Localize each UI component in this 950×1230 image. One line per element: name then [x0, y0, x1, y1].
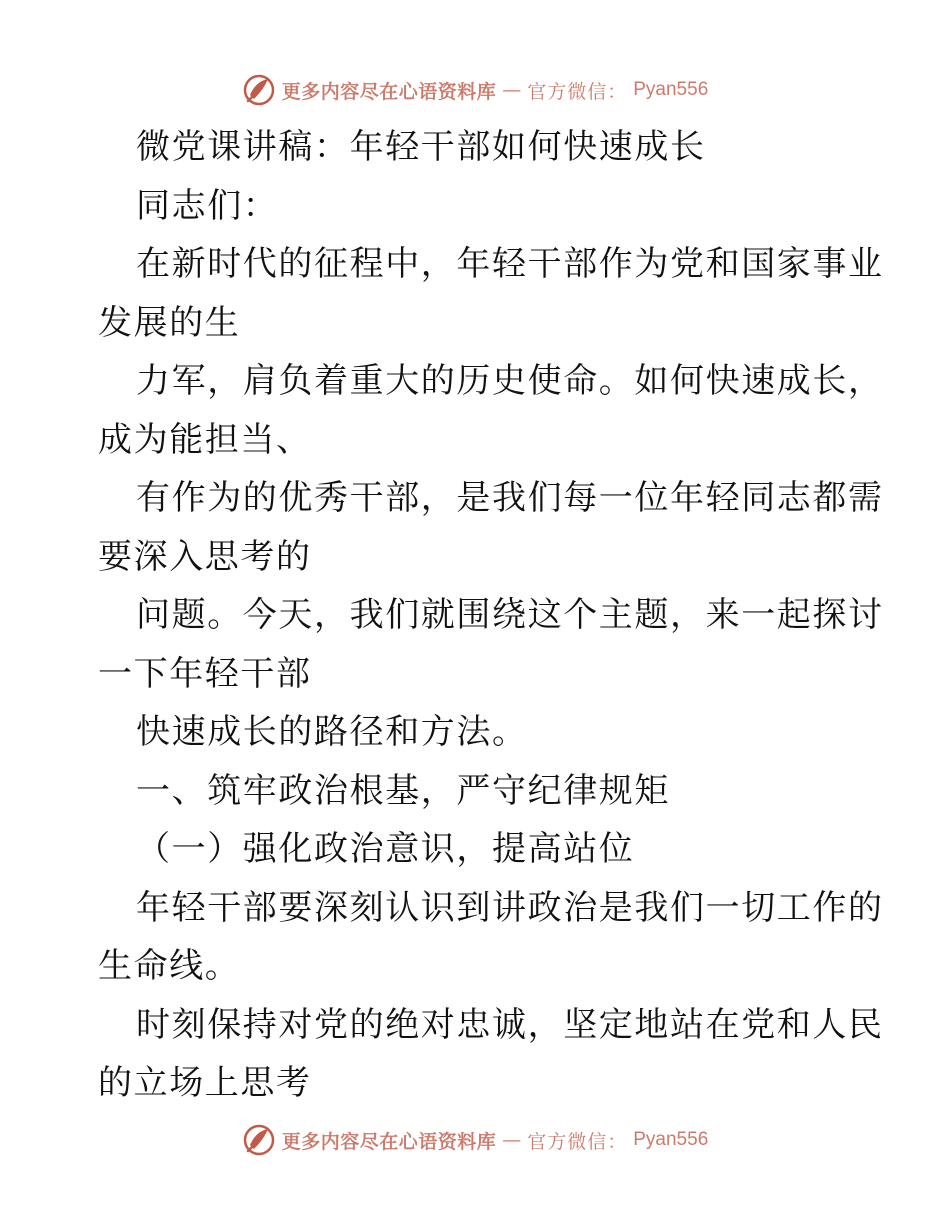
text-line: 时刻保持对党的绝对忠诚，坚定地站在党和人民 — [136, 1004, 884, 1045]
text-line: 成为能担当、 — [98, 419, 312, 460]
text-line: 要深入思考的 — [98, 536, 312, 577]
header-watermark — [0, 70, 950, 110]
text-line: 发展的生 — [98, 302, 241, 343]
watermark-official-label: 官方微信： — [527, 80, 628, 103]
document-title: 微党课讲稿：年轻干部如何快速成长 — [136, 127, 706, 167]
salutation: 同志们： — [136, 185, 279, 226]
text-line: 在新时代的征程中，年轻干部作为党和国家事业 — [136, 244, 884, 284]
pen-logo-icon — [242, 1123, 276, 1157]
footer-watermark — [0, 1120, 950, 1160]
text-line: 年轻干部要深刻认识到讲政治是我们一切工作的 — [136, 887, 884, 928]
watermark-text: 更多内容尽在心语资料库 — [281, 1130, 497, 1153]
watermark-text: 更多内容尽在心语资料库 — [281, 80, 497, 103]
watermark-wechat-id: Pyan556 — [633, 1129, 709, 1150]
section-heading: 一、筑牢政治根基，严守纪律规矩 — [136, 770, 670, 811]
watermark-official-label: 官方微信： — [527, 1130, 628, 1153]
text-line: 问题。今天，我们就围绕这个主题，来一起探讨 — [136, 595, 884, 635]
subsection-heading: （一）强化政治意识，提高站位 — [136, 829, 635, 869]
watermark-dash: — — [502, 1129, 522, 1151]
text-line: 力军，肩负着重大的历史使命。如何快速成长， — [136, 361, 884, 401]
text-line: 快速成长的路径和方法。 — [136, 712, 528, 752]
watermark-wechat-id: Pyan556 — [633, 79, 709, 100]
document-body — [98, 118, 884, 1113]
text-line: 的立场上思考 — [98, 1063, 312, 1103]
text-line: 有作为的优秀干部，是我们每一位年轻同志都需 — [136, 478, 884, 518]
pen-logo-icon — [242, 73, 276, 107]
watermark-dash: — — [502, 79, 522, 101]
text-line: 生命线。 — [98, 946, 241, 986]
text-line: 一下年轻干部 — [98, 653, 312, 694]
